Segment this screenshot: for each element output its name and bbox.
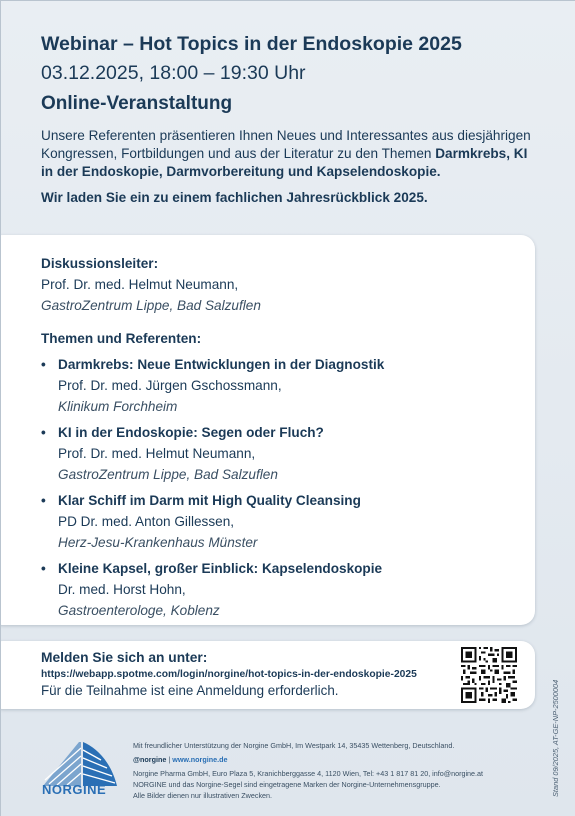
moderator-heading: Diskussionsleiter: (41, 256, 159, 271)
social-handle[interactable]: @norgine (133, 755, 167, 764)
registration-box (0, 641, 535, 709)
header (41, 31, 561, 207)
topic-title: Darmkrebs: Neue Entwicklungen in der Diagnostik (58, 357, 385, 372)
bullet-icon: • (41, 425, 46, 440)
registration-heading: Melden Sie sich an unter: (41, 650, 208, 665)
topic-title: Kleine Kapsel, großer Einblick: Kapselendoskopie (58, 561, 383, 576)
footer-separator: | (166, 755, 173, 764)
topic-institution: Herz-Jesu-Krankenhaus Münster (58, 535, 258, 550)
registration-note: Für die Teilnahme ist eine Anmeldung erforderlich. (41, 683, 339, 698)
norgine-logo-text: NORGINE (42, 782, 107, 797)
intro-topics: Darmkrebs, KI in der Endoskopie, Darmvorbereitung und Kapselendoskopie. (41, 146, 528, 179)
topic-item (41, 490, 521, 553)
topic-item (41, 354, 521, 417)
topic-institution: GastroZentrum Lippe, Bad Salzuflen (58, 467, 278, 482)
intro-text: Unsere Referenten präsentieren Ihnen Neues und Interessantes aus diesjährigen Kongressen, Fortbildungen und aus der Literatur zu den Themen (41, 128, 531, 161)
topic-title: KI in der Endoskopie: Segen oder Fluch? (58, 425, 324, 440)
topic-speaker: Dr. med. Horst Hohn, (58, 582, 186, 597)
page-title: Webinar – Hot Topics in der Endoskopie 2025 (41, 33, 462, 55)
registration-link[interactable]: https://webapp.spotme.com/login/norgine/hot-topics-in-der-endoskopie-2025 (41, 669, 417, 680)
event-datetime: 03.12.2025, 18:00 – 19:30 Uhr (41, 62, 306, 84)
qr-code-icon[interactable] (461, 647, 517, 703)
topics-heading: Themen und Referenten: (41, 331, 202, 346)
footer-text (133, 740, 533, 801)
program-card (0, 235, 535, 625)
invitation-line: Wir laden Sie ein zu einem fachlichen Jahresrückblick 2025. (41, 190, 428, 205)
stand-code (549, 641, 565, 801)
topic-institution: Klinikum Forchheim (58, 399, 178, 414)
topic-item (41, 558, 521, 621)
stand-code-text: Stand 09/2025, AT-GE-NP-2500004 (551, 679, 560, 797)
bullet-icon: • (41, 561, 46, 576)
trademark-line: NORGINE und das Norgine-Segel sind eingetragene Marken der Norgine-Unternehmensgruppe. (133, 780, 441, 789)
images-disclaimer: Alle Bilder dienen nur illustrativen Zwecken. (133, 791, 273, 800)
topic-title: Klar Schiff im Darm mit High Quality Cleansing (58, 493, 361, 508)
support-line: Mit freundlicher Unterstützung der Norgine GmbH, Im Westpark 14, 35435 Wettenberg, Deutschland. (133, 741, 455, 750)
event-type: Online-Veranstaltung (41, 93, 233, 114)
address-line: Norgine Pharma GmbH, Euro Plaza 5, Kranichberggasse 4, 1120 Wien, Tel: +43 1 817 81 20, info@norgine.at (133, 769, 484, 778)
bullet-icon: • (41, 493, 46, 508)
topic-item (41, 422, 521, 485)
moderator-institution: GastroZentrum Lippe, Bad Salzuflen (41, 298, 261, 313)
moderator-name: Prof. Dr. med. Helmut Neumann, (41, 277, 239, 292)
topic-speaker: Prof. Dr. med. Jürgen Gschossmann, (58, 378, 282, 393)
intro-paragraph (41, 127, 541, 181)
topic-speaker: PD Dr. med. Anton Gillessen, (58, 514, 235, 529)
topic-institution: Gastroenterologe, Koblenz (58, 603, 220, 618)
bullet-icon: • (41, 357, 46, 372)
website-link[interactable]: www.norgine.de (172, 755, 228, 764)
topic-speaker: Prof. Dr. med. Helmut Neumann, (58, 446, 256, 461)
